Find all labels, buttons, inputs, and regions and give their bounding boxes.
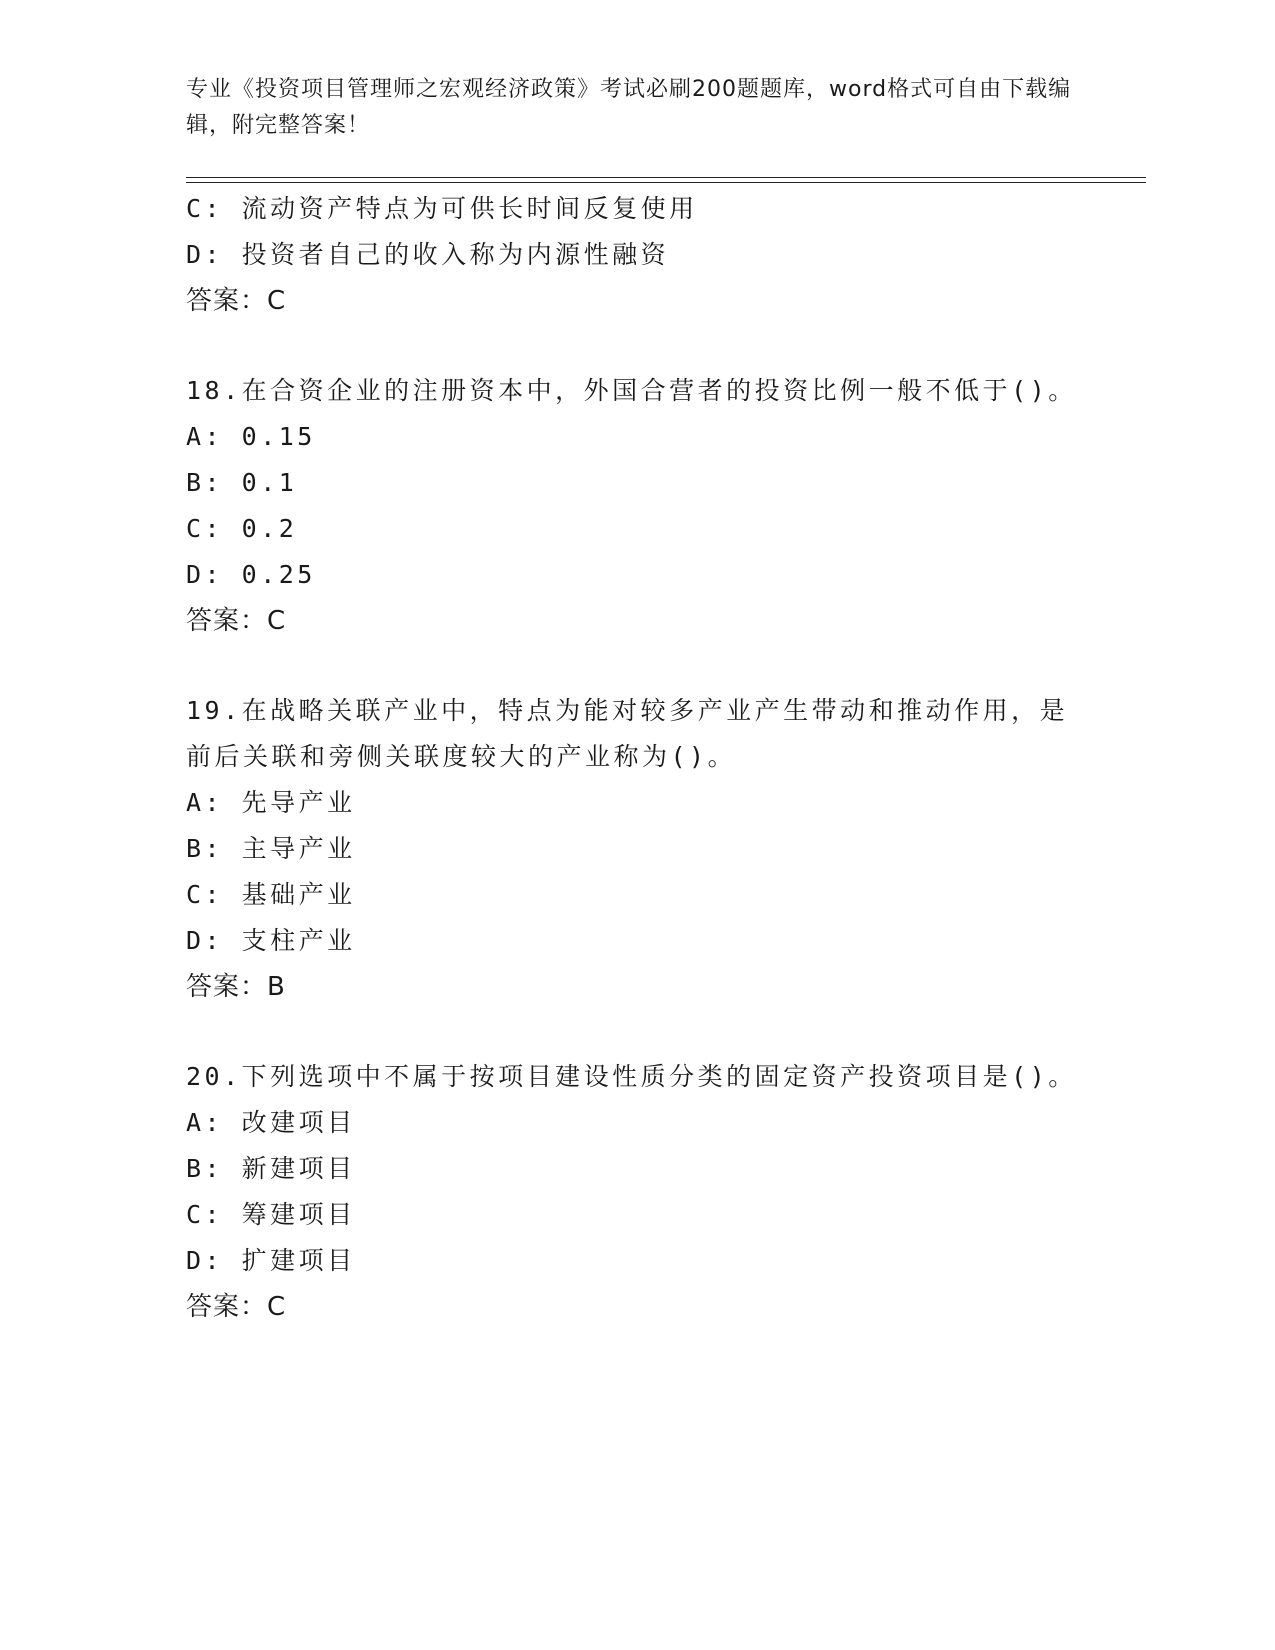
document-header: 专业《投资项目管理师之宏观经济政策》考试必刷200题题库，word格式可自由下载编辑，附完整答案！ bbox=[186, 77, 1072, 138]
question-title: 19.在战略关联产业中，特点为能对较多产业产生带动和推动作用，是前后关联和旁侧关联度较大的产业称为()。 bbox=[186, 696, 1069, 771]
option-a: A: 改建项目 bbox=[186, 1108, 356, 1137]
answer-line: 答案：C bbox=[186, 286, 287, 316]
option-c: C: 流动资产特点为可供长时间反复使用 bbox=[186, 194, 698, 223]
option-d: D: 支柱产业 bbox=[186, 926, 356, 955]
question-20 bbox=[186, 1054, 1146, 1330]
spacer bbox=[186, 1010, 1146, 1054]
spacer bbox=[186, 324, 1146, 368]
question-title: 20.下列选项中不属于按项目建设性质分类的固定资产投资项目是()。 bbox=[186, 1062, 1077, 1091]
option-b: B: 主导产业 bbox=[186, 834, 356, 863]
header-rule-top bbox=[186, 177, 1146, 178]
question-18 bbox=[186, 368, 1146, 644]
answer-line: 答案：C bbox=[186, 606, 287, 636]
carryover-question bbox=[186, 186, 1146, 324]
answer-line: 答案：C bbox=[186, 1292, 287, 1322]
option-d: D: 扩建项目 bbox=[186, 1246, 356, 1275]
option-a: A: 0.15 bbox=[186, 422, 316, 451]
option-b: B: 新建项目 bbox=[186, 1154, 356, 1183]
option-b: B: 0.1 bbox=[186, 468, 298, 497]
option-c: C: 筹建项目 bbox=[186, 1200, 356, 1229]
option-c: C: 基础产业 bbox=[186, 880, 356, 909]
document-body bbox=[186, 186, 1146, 1330]
option-c: C: 0.2 bbox=[186, 514, 298, 543]
header-rule-bottom bbox=[186, 182, 1146, 183]
option-a: A: 先导产业 bbox=[186, 788, 356, 817]
question-19 bbox=[186, 688, 1146, 1010]
spacer bbox=[186, 644, 1146, 688]
question-title: 18.在合资企业的注册资本中，外国合营者的投资比例一般不低于()。 bbox=[186, 376, 1077, 405]
answer-line: 答案：B bbox=[186, 972, 286, 1002]
option-d: D: 0.25 bbox=[186, 560, 316, 589]
option-d: D: 投资者自己的收入称为内源性融资 bbox=[186, 240, 670, 269]
